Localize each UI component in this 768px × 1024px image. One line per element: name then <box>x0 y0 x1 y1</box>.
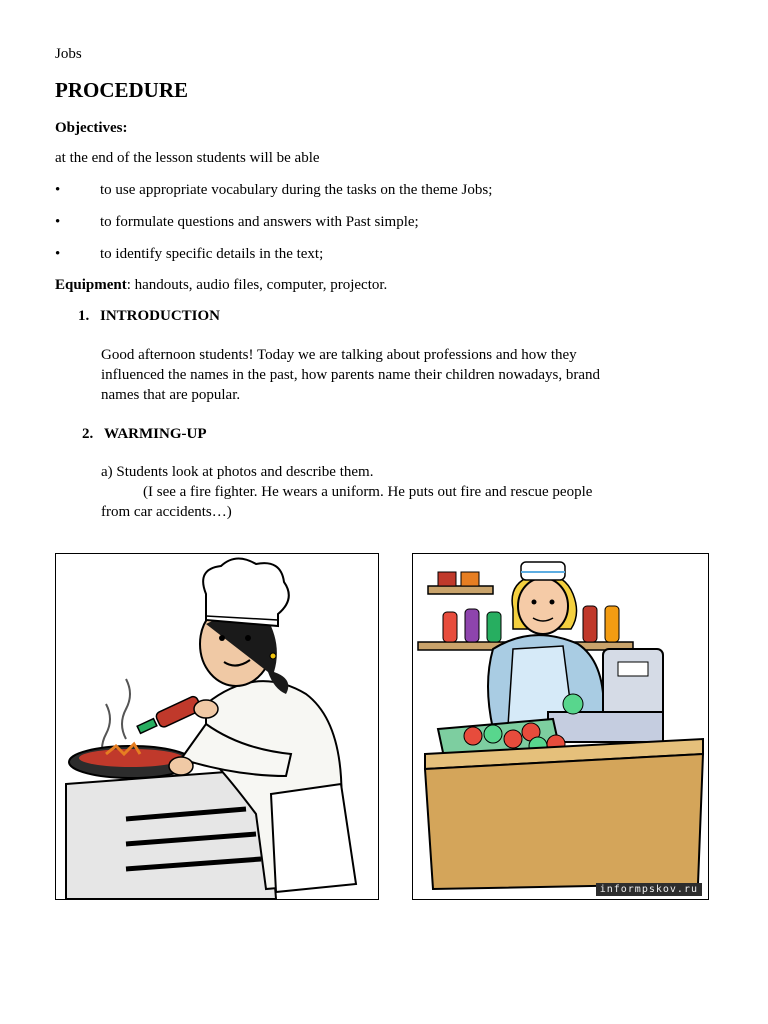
bullet-symbol: • <box>55 214 61 230</box>
bullet-symbol: • <box>55 182 61 198</box>
shopkeeper-drawing <box>413 554 708 899</box>
section-title-introduction: INTRODUCTION <box>100 308 221 324</box>
task-line: a) Students look at photos and describe them. <box>101 464 374 480</box>
task-line: (I see a fire fighter. He wears a uniform. He puts out fire and rescue people <box>143 484 593 500</box>
section-number: 2. <box>82 426 94 442</box>
page-title: PROCEDURE <box>55 78 189 102</box>
intro-line: names that are popular. <box>101 387 241 403</box>
task-line: from car accidents…) <box>101 504 232 520</box>
objective-item: to identify specific details in the text; <box>100 246 324 262</box>
equipment-text: : handouts, audio files, computer, projector. <box>126 277 388 293</box>
equipment-label: Equipment <box>55 277 127 293</box>
section-title-warming-up: WARMING-UP <box>104 426 207 442</box>
intro-line: Good afternoon students! Today we are talking about professions and how they <box>101 347 577 363</box>
chef-image <box>55 553 379 900</box>
objective-item: to formulate questions and answers with Past simple; <box>100 214 419 230</box>
bullet-symbol: • <box>55 246 61 262</box>
intro-line: influenced the names in the past, how parents name their children nowadays, brand <box>101 367 601 383</box>
chef-drawing <box>56 554 378 899</box>
objectives-intro: at the end of the lesson students will be able <box>55 150 320 166</box>
objectives-heading: Objectives: <box>55 120 128 136</box>
watermark-label: informpskov.ru <box>596 883 702 896</box>
document-label: Jobs <box>55 46 82 62</box>
objective-item: to use appropriate vocabulary during the tasks on the theme Jobs; <box>100 182 493 198</box>
equipment-line <box>55 275 387 295</box>
section-number: 1. <box>78 308 90 324</box>
shopkeeper-image <box>412 553 709 900</box>
